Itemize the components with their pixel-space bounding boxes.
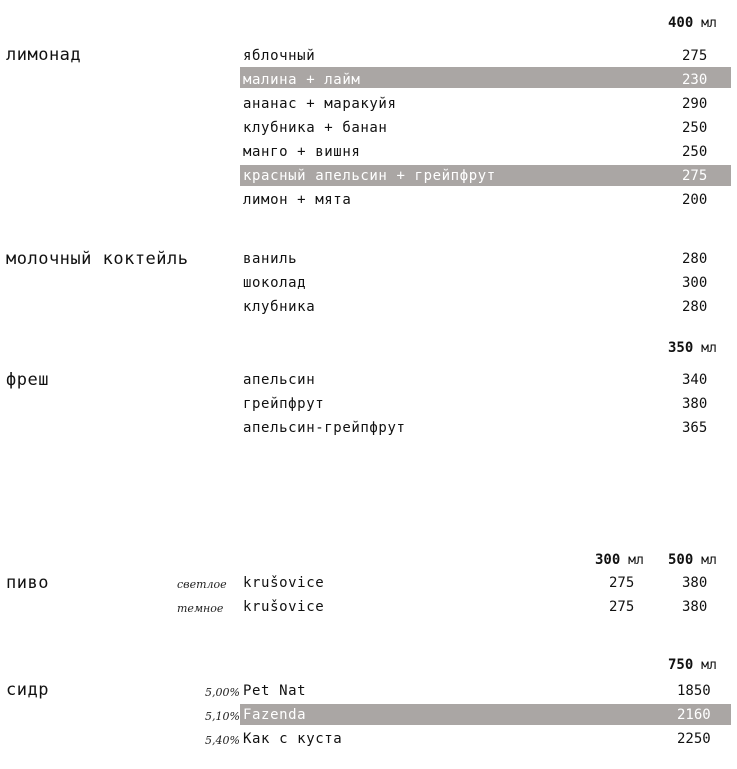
menu-item-price: 2160	[677, 707, 711, 723]
menu-item-price-large: 380	[682, 599, 708, 615]
beer-volume-header-large	[668, 552, 717, 568]
lemonade-volume-header	[668, 15, 717, 31]
fresh-title: фреш	[6, 370, 49, 390]
cider-abv-note: 5,40%	[205, 734, 240, 747]
menu-item-name: Fazenda	[243, 707, 307, 723]
menu-item-price: 300	[682, 275, 708, 291]
menu-item-name: апельсин-грейпфрут	[243, 420, 406, 436]
menu-item-price: 230	[682, 72, 708, 88]
cider-abv-note: 5,10%	[205, 710, 240, 723]
fresh-volume-header	[668, 340, 717, 356]
highlight-bar	[240, 704, 731, 725]
cider-volume-header	[668, 657, 717, 673]
menu-item-name: ананас + маракуйя	[243, 96, 397, 112]
fresh-volume-unit: мл	[701, 341, 717, 356]
beer-title: пиво	[6, 573, 49, 593]
cider-abv-note: 5,00%	[205, 686, 240, 699]
beer-volume-header-small	[595, 552, 644, 568]
menu-item-price: 275	[682, 168, 708, 184]
menu-item-price: 250	[682, 144, 708, 160]
cider-title: сидр	[6, 680, 49, 700]
menu-item-name: апельсин	[243, 372, 316, 388]
menu-item-name: малина + лайм	[243, 72, 361, 88]
beer-volume-unit-large: мл	[701, 553, 717, 568]
menu-item-name: шоколад	[243, 275, 307, 291]
beer-style-note: светлое	[177, 578, 227, 591]
menu-item-price-small: 275	[609, 599, 635, 615]
menu-item-name: Как с куста	[243, 731, 343, 747]
menu-item-price: 250	[682, 120, 708, 136]
beer-volume-number-large: 500	[668, 552, 694, 568]
menu-item-price: 365	[682, 420, 708, 436]
menu-item-name: лимон + мята	[243, 192, 352, 208]
beer-volume-number-small: 300	[595, 552, 621, 568]
menu-item-name: яблочный	[243, 48, 316, 64]
lemonade-volume-unit: мл	[701, 16, 717, 31]
cider-volume-number: 750	[668, 657, 694, 673]
menu-item-name: клубника	[243, 299, 316, 315]
menu-item-price-small: 275	[609, 575, 635, 591]
menu-item-price: 290	[682, 96, 708, 112]
menu-item-price-large: 380	[682, 575, 708, 591]
menu-item-price: 340	[682, 372, 708, 388]
lemonade-title: лимонад	[6, 45, 82, 65]
menu-item-price: 280	[682, 251, 708, 267]
menu-item-name: манго + вишня	[243, 144, 361, 160]
menu-item-name: krušovice	[243, 599, 325, 615]
milkshake-title: молочный коктейль	[6, 249, 189, 269]
menu-item-price: 2250	[677, 731, 711, 747]
menu-item-name: Pet Nat	[243, 683, 307, 699]
menu-item-price: 200	[682, 192, 708, 208]
menu-item-price: 1850	[677, 683, 711, 699]
fresh-volume-number: 350	[668, 340, 694, 356]
menu-item-name: клубника + банан	[243, 120, 388, 136]
menu-item-name: ваниль	[243, 251, 298, 267]
beer-style-note: темное	[177, 602, 224, 615]
cider-volume-unit: мл	[701, 658, 717, 673]
menu-item-price: 275	[682, 48, 708, 64]
menu-item-price: 280	[682, 299, 708, 315]
lemonade-volume-number: 400	[668, 15, 694, 31]
menu-item-price: 380	[682, 396, 708, 412]
menu-item-name: krušovice	[243, 575, 325, 591]
menu-item-name: красный апельсин + грейпфрут	[243, 168, 496, 184]
beer-volume-unit-small: мл	[628, 553, 644, 568]
menu-item-name: грейпфрут	[243, 396, 325, 412]
